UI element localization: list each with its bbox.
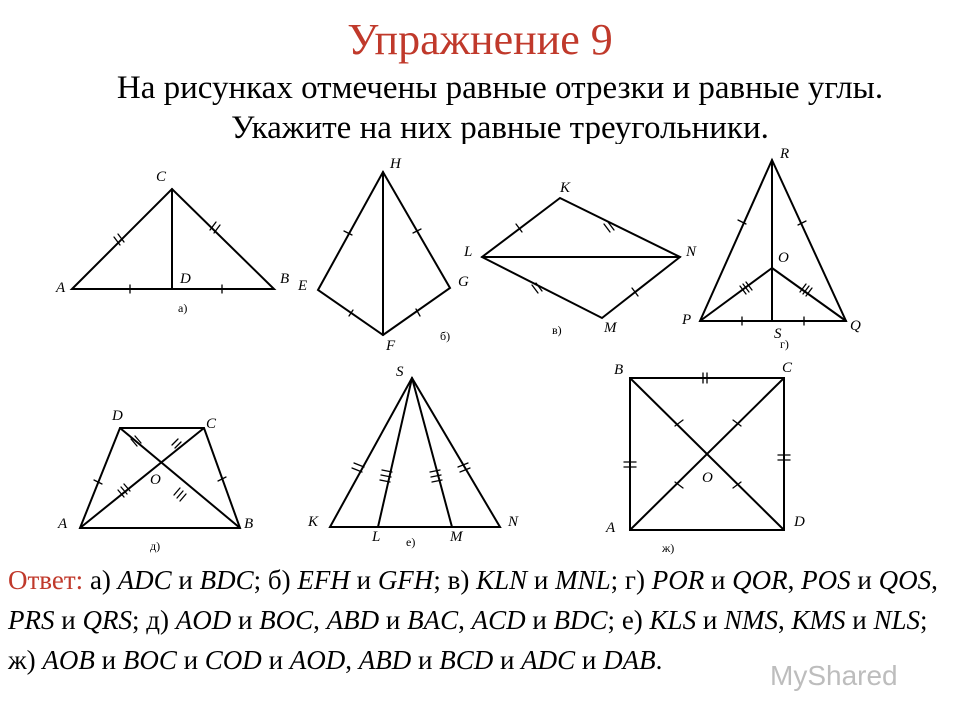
label-b-F: F <box>386 338 396 354</box>
answer-part: COD <box>204 645 262 675</box>
answer-part: POS <box>801 565 851 595</box>
answer-part: и <box>356 565 372 595</box>
answer-part: AOD <box>289 645 346 675</box>
answer-part: AOD <box>175 605 232 635</box>
answer-part: QOS <box>878 565 932 595</box>
label-v-K: K <box>560 180 571 196</box>
answer-body <box>8 565 938 675</box>
answer-part: AOB <box>42 645 95 675</box>
answer-part: и <box>710 565 726 595</box>
label-v-M: M <box>604 320 617 336</box>
label-d-A: A <box>58 516 68 532</box>
answer-part: и <box>418 645 433 675</box>
answer-part: KMS <box>791 605 846 635</box>
answer-part: MNL <box>555 565 611 595</box>
answer-part: NLS <box>873 605 921 635</box>
answer-part: , <box>778 605 785 635</box>
watermark: MyShared <box>770 660 898 691</box>
answer-part: ; <box>433 565 441 595</box>
answer-part: KLS <box>649 605 697 635</box>
answer-part: и <box>268 645 284 675</box>
page-title: Упражнение 9 <box>347 15 613 64</box>
answer-part: и <box>61 605 76 635</box>
label-zh-O: O <box>702 470 713 486</box>
answer-part: ж) <box>8 645 36 675</box>
answer-part: ACD <box>471 605 526 635</box>
answer-part: QOR <box>732 565 788 595</box>
answer-part: и <box>852 605 867 635</box>
label-zh-D: D <box>794 514 805 530</box>
label-a-C: C <box>156 169 167 185</box>
answer-part: EFH <box>297 565 350 595</box>
answer-part: ADC <box>117 565 172 595</box>
label-e-L: L <box>372 529 381 545</box>
caption-b: б) <box>440 329 451 343</box>
label-v-L: L <box>464 244 473 260</box>
answer-part: ADC <box>521 645 576 675</box>
label-b-G: G <box>458 274 469 290</box>
label-e-S: S <box>396 364 404 380</box>
answer-part: и <box>702 605 718 635</box>
answer-part: ABD <box>326 605 380 635</box>
answer-part: , <box>345 645 353 675</box>
label-g-P: P <box>682 312 692 328</box>
answer-part: , <box>313 605 320 635</box>
answer-part: и <box>532 605 547 635</box>
answer-part: д) <box>146 605 169 635</box>
label-d-O: O <box>150 472 161 488</box>
answer-part: и <box>178 565 193 595</box>
label-zh-C: C <box>782 360 793 376</box>
answer-part: г) <box>624 565 645 595</box>
caption-v: в) <box>552 323 562 337</box>
answer-label: Ответ: <box>8 565 84 595</box>
label-a-D: D <box>180 271 191 287</box>
answer-part: ABD <box>358 645 412 675</box>
label-b-H: H <box>390 156 401 172</box>
label-g-S: S <box>774 326 782 342</box>
answer-part: BAC <box>407 605 459 635</box>
caption-g: г) <box>780 337 789 351</box>
label-e-K: K <box>308 514 319 530</box>
answer-part: POR <box>651 565 705 595</box>
caption-a: а) <box>178 301 188 315</box>
answer-part: BOC <box>122 645 177 675</box>
answer-part: и <box>101 645 117 675</box>
answer-part: DAB <box>603 645 656 675</box>
label-d-B: B <box>244 516 254 532</box>
answer-part: и <box>237 605 253 635</box>
answer-part: ; <box>253 565 262 595</box>
answer-part: BDC <box>199 565 254 595</box>
label-v-N: N <box>686 244 697 260</box>
label-e-M: M <box>450 529 463 545</box>
label-g-O: O <box>778 250 789 266</box>
caption-d: д) <box>150 539 161 553</box>
answer-part: и <box>499 645 515 675</box>
answer-part: и <box>581 645 597 675</box>
label-a-B: B <box>280 271 290 287</box>
answer-part: KLN <box>476 565 528 595</box>
answer-part: ; <box>607 605 616 635</box>
label-e-N: N <box>508 514 519 530</box>
label-a-A: A <box>56 280 66 296</box>
answer-part: , <box>931 565 938 595</box>
answer-part: QRS <box>82 605 132 635</box>
label-g-R: R <box>780 146 790 162</box>
answer-part: PRS <box>8 605 55 635</box>
figure-b <box>318 172 450 335</box>
answer-part: е) <box>621 605 643 635</box>
answer-part: в) <box>447 565 470 595</box>
answer-part: и <box>385 605 401 635</box>
answer-part: , <box>787 565 795 595</box>
answer-part: GFH <box>377 565 434 595</box>
answer-part: ; <box>610 565 619 595</box>
task-text: На рисунках отмечены равные отрезки и равные углы. Укажите на них равные треугольники. <box>116 70 884 144</box>
answer-part: ; <box>131 605 140 635</box>
answer-part: . <box>655 645 663 675</box>
label-d-D: D <box>112 408 123 424</box>
figure-zh <box>624 373 790 530</box>
answer-part: NMS <box>724 605 779 635</box>
answer-part: BCD <box>439 645 494 675</box>
answer-part: , <box>458 605 465 635</box>
label-d-C: C <box>206 416 217 432</box>
caption-zh: ж) <box>662 541 675 555</box>
answer-part: и <box>857 565 872 595</box>
figure-a <box>72 189 274 293</box>
answer-part: и <box>533 565 549 595</box>
answer-part: ; <box>920 605 928 635</box>
label-g-Q: Q <box>850 318 861 334</box>
answer-part: BOC <box>259 605 314 635</box>
figure-v <box>482 198 680 318</box>
figure-e <box>330 378 500 527</box>
answer-part: и <box>183 645 199 675</box>
figure-g <box>700 160 846 325</box>
answer-part: а) <box>89 565 111 595</box>
caption-e: е) <box>406 535 416 549</box>
label-zh-B: B <box>614 362 624 378</box>
label-zh-A: A <box>606 520 616 536</box>
answer-part: б) <box>267 565 291 595</box>
answer-part: BDC <box>553 605 608 635</box>
label-b-E: E <box>298 278 308 294</box>
